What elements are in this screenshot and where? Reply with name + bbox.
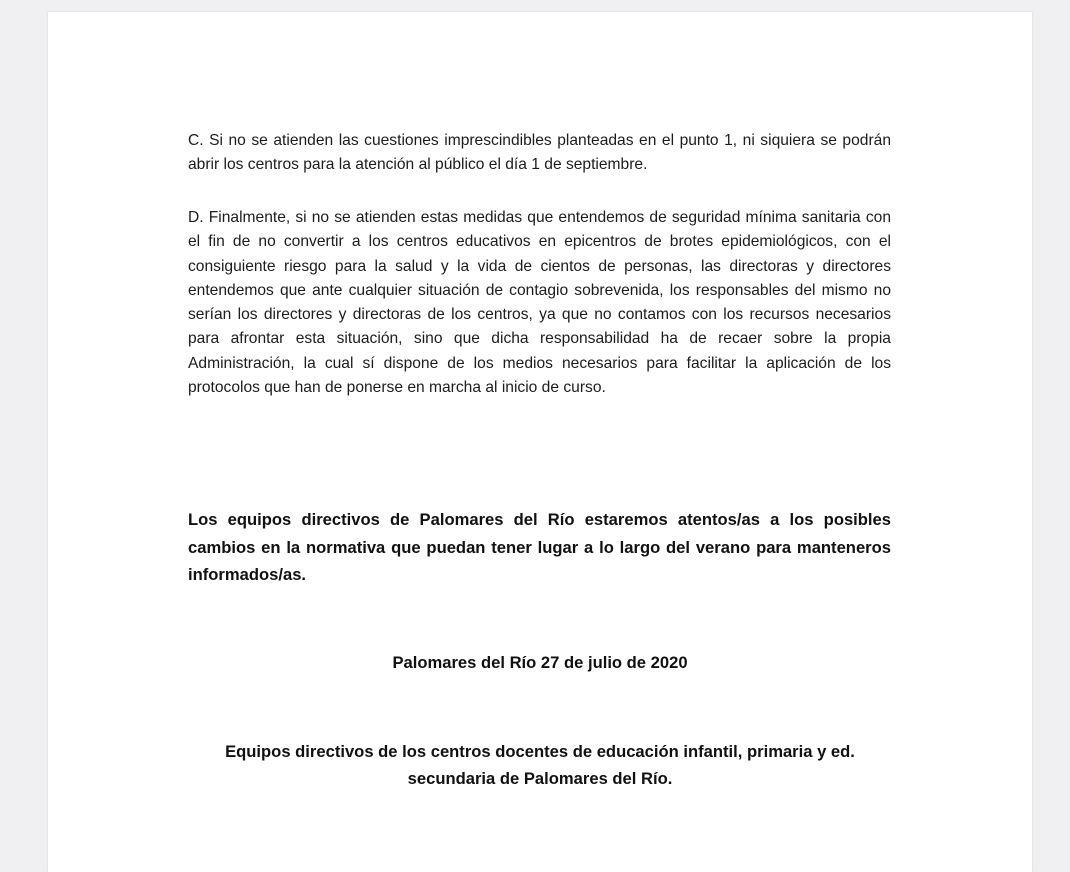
signature-line-1: Equipos directivos de los centros docentes de educación infantil, primaria y ed. — [225, 742, 855, 761]
signature-block — [48, 738, 1032, 792]
closing-statement: Los equipos directivos de Palomares del Río estaremos atentos/as a los posibles cambios en la normativa que puedan tener lugar a lo largo del verano para manteneros informados/as. — [188, 510, 891, 584]
document-page — [48, 12, 1032, 872]
paragraph-c: C. Si no se atienden las cuestiones imprescindibles planteadas en el punto 1, ni siquiera se podrán abrir los centros para la atención al público el día 1 de septiembre. — [188, 132, 891, 174]
signature-line-2: secundaria de Palomares del Río. — [407, 769, 673, 788]
date-line: Palomares del Río 27 de julio de 2020 — [392, 653, 688, 672]
paragraph-d: D. Finalmente, si no se atienden estas medidas que entendemos de seguridad mínima sanitaria con el fin de no convertir a los centros educativos en epicentros de brotes epidemiológicos, con el consiguiente riesgo para la salud y la vida de cientos de personas, las directoras y directores entendemos que ante cualquier situación de contagio sobrevenida, los responsables del mismo no serían los directores y directoras de los centros, ya que no contamos con los recursos necesarios para afrontar esta situación, sino que dicha responsabilidad ha de recaer sobre la propia Administración, la cual sí dispone de los medios necesarios para facilitar la aplicación de los protocolos que han de ponerse en marcha al inicio de curso. — [188, 209, 891, 397]
